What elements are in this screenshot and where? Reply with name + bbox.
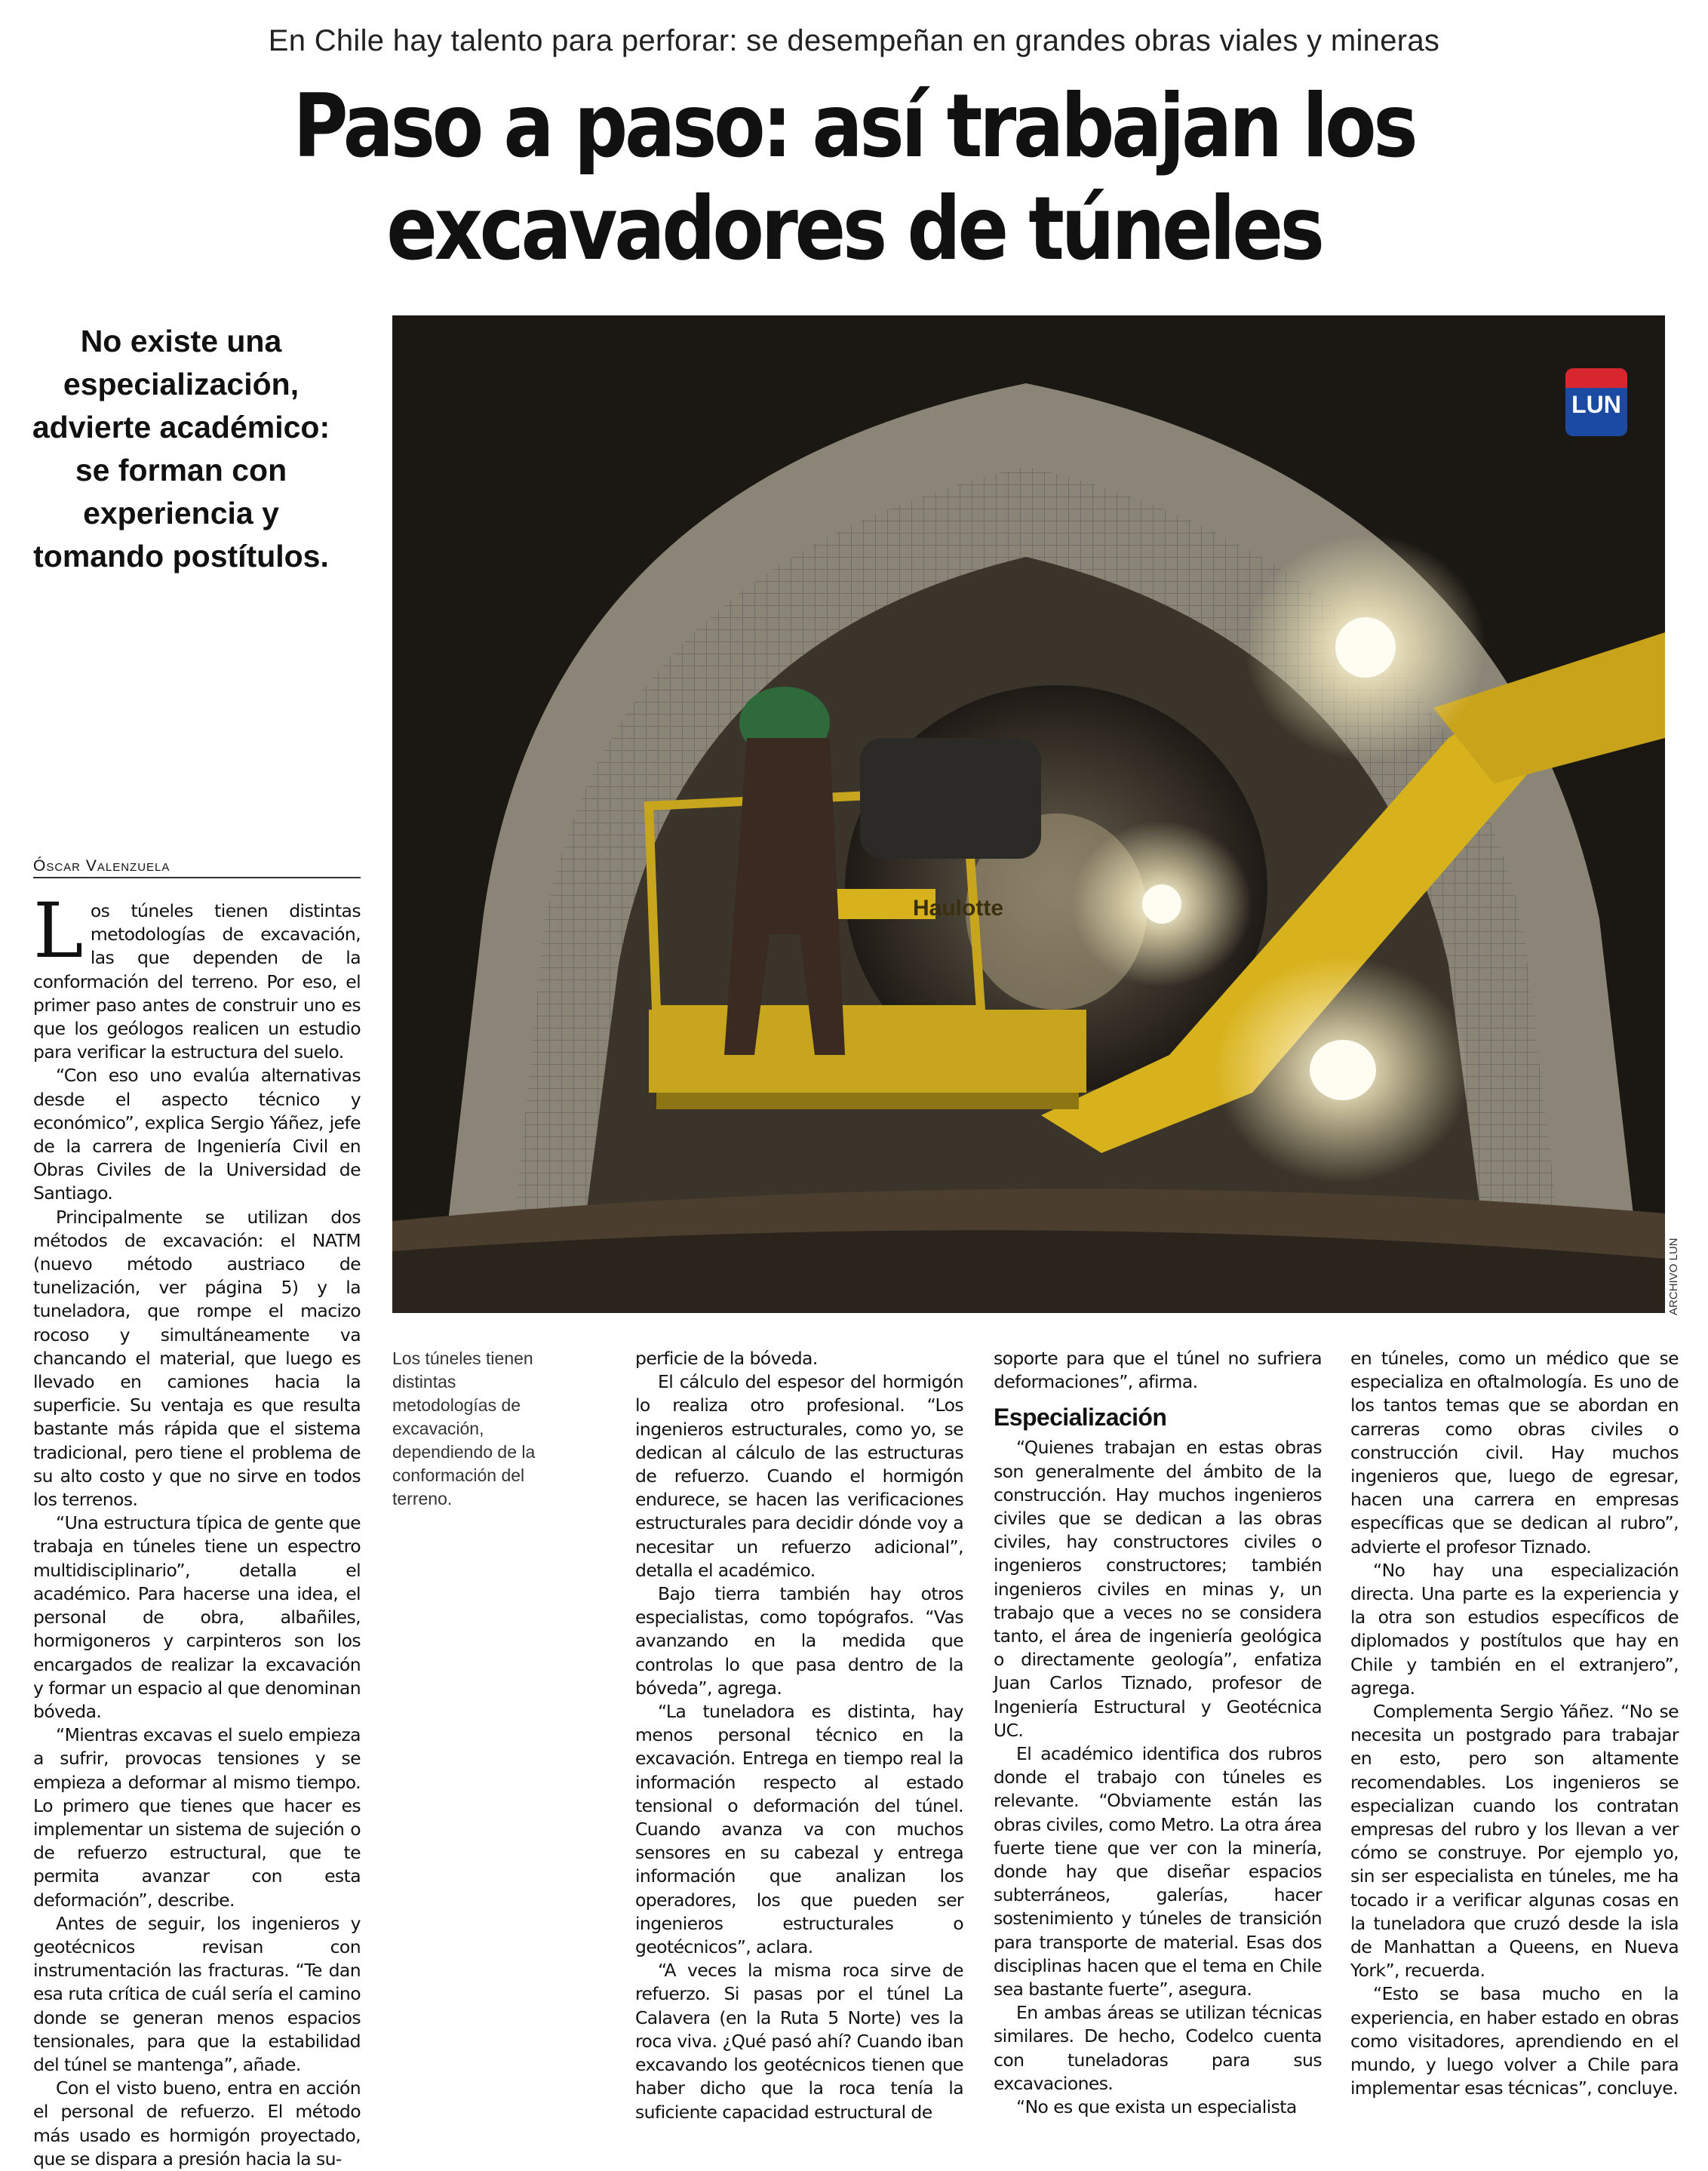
column-1	[33, 887, 361, 2171]
paragraph: Complementa Sergio Yáñez. “No se necesita un postgrado para trabajar en esto, pero son altamente recomendables. Los ingenieros se especializan cuando los contratan empresas del rubro y los llevan a ver cómo se construye. Por ejemplo yo, sin ser especialista en túneles, me ha tocado ir a verificar algunas cosas en la tuneladora que cruzó desde la isla de Manhattan a Queens, en Nueva York”, recuerda.	[1350, 1701, 1679, 1982]
paragraph: “Quienes trabajan en estas obras son generalmente del ámbito de la construcción. Hay muchos ingenieros civiles que se dedican a las obras civiles, hay constructores civiles o ingenieros constructores; también ingenieros civiles en minas y, un trabajo que a veces no se considera tanto, el área de ingeniería geológica o directamente geología”, enfatiza Juan Carlos Tiznado, profesor de Ingeniería Estructural y Geotécnica UC.	[994, 1437, 1322, 1741]
paragraph: “Con eso uno evalúa alternativas desde el aspecto técnico y económico”, explica Sergio Yáñez, jefe de la carrera de Ingeniería Civil en Obras Civiles de la Universidad de Santiago.	[33, 1065, 361, 1204]
paragraph: En ambas áreas se utilizan técnicas similares. De hecho, Codelco cuenta con tuneladoras para sus excavaciones.	[994, 2002, 1322, 2094]
paragraph: “Una estructura típica de gente que trabaja en túneles tiene un espectro multidisciplinario”, detalla el académico. Para hacerse una idea, el personal de obra, albañiles, hormigoneros y carpinteros son los encargados de realizar la excavación y formar un espacio al que denominan bóveda.	[33, 1512, 361, 1722]
paragraph: “La tuneladora es distinta, hay menos personal técnico en la excavación. Entrega en tiempo real la información respecto al estado tensional o deformación del túnel. Cuando avanza va con muchos sensores en su cabezal y entrega información que analizan los operadores, los que pueden ser ingenieros estructurales o geotécnicos”, aclara.	[635, 1701, 963, 1958]
paragraph: en túneles, como un médico que se especializa en oftalmología. Es uno de los tantos temas que se abordan en carreras como obras civiles o construcción civil. Hay muchos ingenieros que, luego de egresar, hacen una carrera en empresas específicas que se dedican al rubro”, advierte el profesor Tiznado.	[1350, 1348, 1679, 1558]
paragraph: Antes de seguir, los ingenieros y geotécnicos revisan con instrumentación las fracturas. “Te dan esa ruta crítica de cuál sería el camino donde se generan menos espacios tensionales, para que la estabilidad del túnel se mantenga”, añade.	[33, 1912, 361, 2075]
paragraph: Los túneles tienen distintas metodologías de excavación, las que dependen de la conformación del terreno. Por eso, el primer paso antes de construir uno es que los geólogos realicen un estudio para verificar la estructura del suelo.	[33, 887, 361, 1063]
headline-line-1: Paso a paso: así trabajan los	[293, 75, 1415, 177]
photo-credit: ARCHIVO LUN	[1667, 1238, 1680, 1315]
paragraph: Principalmente se utilizan dos métodos de excavación: el NATM (nuevo método austriaco de tunelización, ver página 5) y la tuneladora, que rompe el macizo rocoso y simultáneamente va chancando el material, que luego es llevado en camiones hacia la superficie. Su ventaja es que resulta bastante más rápida que el sistema tradicional, pero tiene el problema de su alto costo y que no sirve en todos los terrenos.	[33, 1206, 361, 1511]
paragraph: “A veces la misma roca sirve de refuerzo. Si pasas por el túnel La Calavera (en la Ruta 5 Norte) ves la roca viva. ¿Qué pasó ahí? Cuando iban excavando los geotécnicos tienen que haber dicho que la roca tenía la suficiente capacidad estructural de	[635, 1960, 963, 2123]
headline-line-2: excavadores de túneles	[386, 178, 1322, 280]
paragraph: “Mientras excavas el suelo empieza a sufrir, provocas tensiones y se empieza a deformar al mismo tiempo. Lo primero que tienes que hacer es implementar un sistema de sujeción o de refuerzo estructural, que te permita avanzar con esta deformación”, describe.	[33, 1724, 361, 1911]
deck: No existe una especialización, advierte académico: se forman con experiencia y tomando postítulos.	[32, 324, 330, 574]
drop-cap: L	[33, 887, 83, 975]
paragraph: “No es que exista un especialista	[1016, 2096, 1297, 2118]
photo-caption: Los túneles tienen distintas metodologías de excavación, dependiendo de la conformación del terreno.	[392, 1348, 536, 1508]
headline	[236, 75, 1471, 281]
paragraph: Bajo tierra también hay otros especialistas, como topógrafos. “Vas avanzando en la medida que controlas lo que pasa dentro de la bóveda”, agrega.	[635, 1583, 963, 1699]
subhead: Especialización	[994, 1404, 1167, 1431]
kicker: En Chile hay talento para perforar: se desempeñan en grandes obras viales y mineras	[268, 24, 1440, 57]
column-2	[635, 1347, 963, 2124]
paragraph: perficie de la bóveda.	[635, 1348, 818, 1369]
lift-platform	[649, 1010, 1086, 1093]
paragraph: soporte para que el túnel no sufriera deformaciones”, afirma.	[994, 1348, 1322, 1393]
machine-housing	[860, 738, 1041, 859]
paragraph: “No hay una especialización directa. Una parte es la experiencia y la otra son estudios específicos de diplomados y postítulos que hay en Chile y también en el extranjero”, agrega.	[1350, 1559, 1679, 1699]
machine-brand-label: Haulotte	[913, 896, 1003, 921]
paragraph: El académico identifica dos rubros donde el trabajo con túneles es relevante. “Obviamente están las obras civiles, como Metro. La otra área fuerte tiene que ver con la minería, donde hay que diseñar espacios subterráneos, galerías, hacer sostenimiento y túneles de transición para transporte de material. Esas dos disciplinas hacen que el tema en Chile sea bastante fuerte”, asegura.	[994, 1743, 1322, 2000]
tunnel-photo	[392, 315, 1665, 1313]
column-3	[994, 1347, 1322, 2119]
paragraph: Con el visto bueno, entra en acción el personal de refuerzo. El método más usado es hormigón proyectado, que se dispara a presión hacia la su-	[33, 2077, 361, 2169]
paragraph: El cálculo del espesor del hormigón lo realiza otro profesional. “Los ingenieros estructurales, como yo, se dedican al cálculo de las estructuras de refuerzo. Cuando el hormigón endurece, se hacen las verificaciones estructurales para decidir dónde voy a necesitar un refuerzo adicional”, detalla el académico.	[635, 1371, 963, 1581]
byline: Óscar Valenzuela	[33, 857, 170, 875]
lun-logo: LUN	[1565, 368, 1627, 436]
column-4	[1350, 1347, 1679, 2101]
byline-rule	[33, 877, 361, 878]
tunnel-illustration	[392, 315, 1665, 1313]
paragraph: “Esto se basa mucho en la experiencia, en haber estado en obras como visitadores, aprendiendo en el mundo, y luego volver a Chile para implementar esas técnicas”, concluye.	[1350, 1983, 1679, 2099]
